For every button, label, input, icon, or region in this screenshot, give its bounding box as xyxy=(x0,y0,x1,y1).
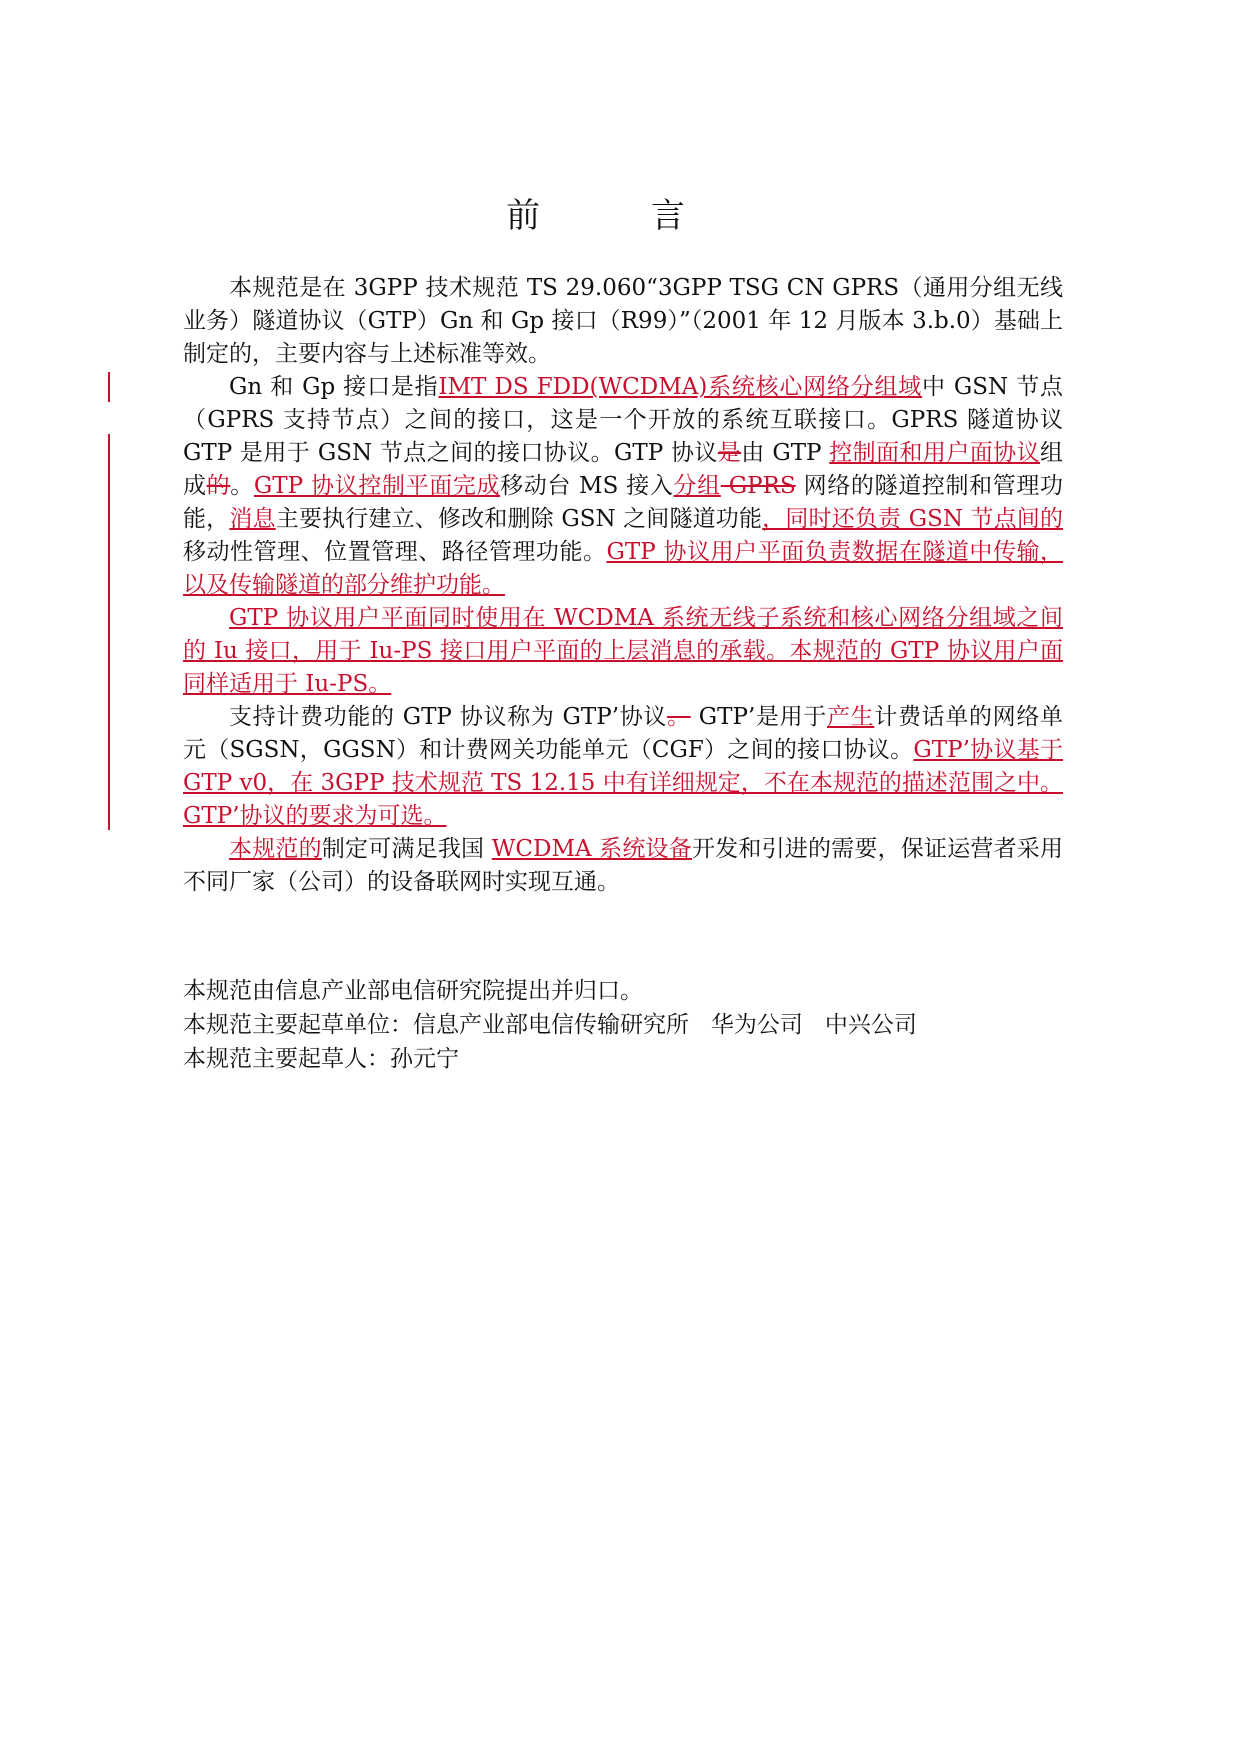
paragraph-iu-ps xyxy=(183,602,1063,701)
drafting-units-line: 本规范主要起草单位：信息产业部电信传输研究所 华为公司 中兴公司 xyxy=(183,1012,917,1038)
inserted-text: GTP 协议控制平面完成 xyxy=(253,473,501,499)
inserted-text: IMT DS FDD(WCDMA)系统核心网络分组域 xyxy=(438,374,923,400)
inserted-text: 本规范的 xyxy=(229,836,322,862)
drafting-info xyxy=(183,974,917,1076)
inserted-text: GTP 协议用户平面同时使用在 WCDMA 系统无线子系统和核心网络分组域之间的 Iu 接口，用于 Iu-PS 接口用户平面的上层消息的承载。本规范的 GTP 协议用户面同样适用于 Iu-PS。 xyxy=(183,605,1063,697)
deleted-text: GPRS xyxy=(720,473,796,499)
page-title: 前 言 xyxy=(506,196,735,236)
body-text xyxy=(183,272,1063,899)
inserted-text: GTP 协议用户平面负责数据在隧道中传输，以及传输隧道的部分维护功能。 xyxy=(183,539,1063,598)
inserted-text: 产生 xyxy=(826,704,875,730)
paragraph-intro: 本规范是在 3GPP 技术规范 TS 29.060“3GPP TSG CN GPRS（通用分组无线业务）隧道协议（GTP）Gn 和 Gp 接口（R99）”（2001 年 12 月版本 3.b.0）基础上制定的，主要内容与上述标准等效。 xyxy=(183,275,1063,367)
paragraph-gtp-prime: 支持计费功能的 GTP 协议称为 GTP’协议。 GTP’是用于产生计费话单的网络单元（SGSN，GGSN）和计费网关功能单元（CGF）之间的接口协议。GTP’协议基于 GTP v0，在 3GPP 技术规范 TS 12.15 中有详细规定，不在本规范的描述范围之中。GTP’协议的要求为可选。 xyxy=(183,704,1064,829)
paragraph-purpose: 本规范的制定可满足我国 WCDMA 系统设备开发和引进的需要，保证运营者采用不同厂家（公司）的设备联网时实现互通。 xyxy=(183,836,1064,895)
inserted-text: 分组 xyxy=(673,473,721,499)
paragraph-gn-gp: Gn 和 Gp 接口是指IMT DS FDD(WCDMA)系统核心网络分组域中 GSN 节点（GPRS 支持节点）之间的接口，这是一个开放的系统互联接口。GPRS 隧道协议 GTP 是用于 GSN 节点之间的接口协议。GTP 协议是由 GTP 控制面和用户面协议组成的。GTP 协议控制平面完成移动台 MS 接入分组 GPRS 网络的隧道控制和管理功能，消息主要执行建立、修改和删除 GSN 之间隧道功能，同时还负责 GSN 节点间的移动性管理、位置管理、路径管理功能。GTP 协议用户平面负责数据在隧道中传输，以及传输隧道的部分维护功能。 xyxy=(183,374,1064,598)
inserted-text: WCDMA 系统设备 xyxy=(491,836,692,862)
inserted-text: 控制面和用户面协议 xyxy=(829,440,1041,466)
inserted-text: GTP’协议基于 GTP v0，在 3GPP 技术规范 TS 12.15 中有详细规定，不在本规范的描述范围之中。GTP’协议的要求为可选。 xyxy=(183,737,1063,829)
drafters-line: 本规范主要起草人：孙元宁 xyxy=(183,1046,459,1072)
revision-bar xyxy=(108,372,110,402)
proposer-line: 本规范由信息产业部电信研究院提出并归口。 xyxy=(183,978,643,1004)
inserted-text: ，同时还负责 GSN 节点间的 xyxy=(762,506,1063,532)
deleted-text: 。 xyxy=(667,704,691,730)
inserted-text: 消息 xyxy=(229,506,276,532)
deleted-text: 是 xyxy=(717,440,742,466)
revision-bar xyxy=(108,434,110,830)
deleted-text: 的 xyxy=(206,473,231,499)
